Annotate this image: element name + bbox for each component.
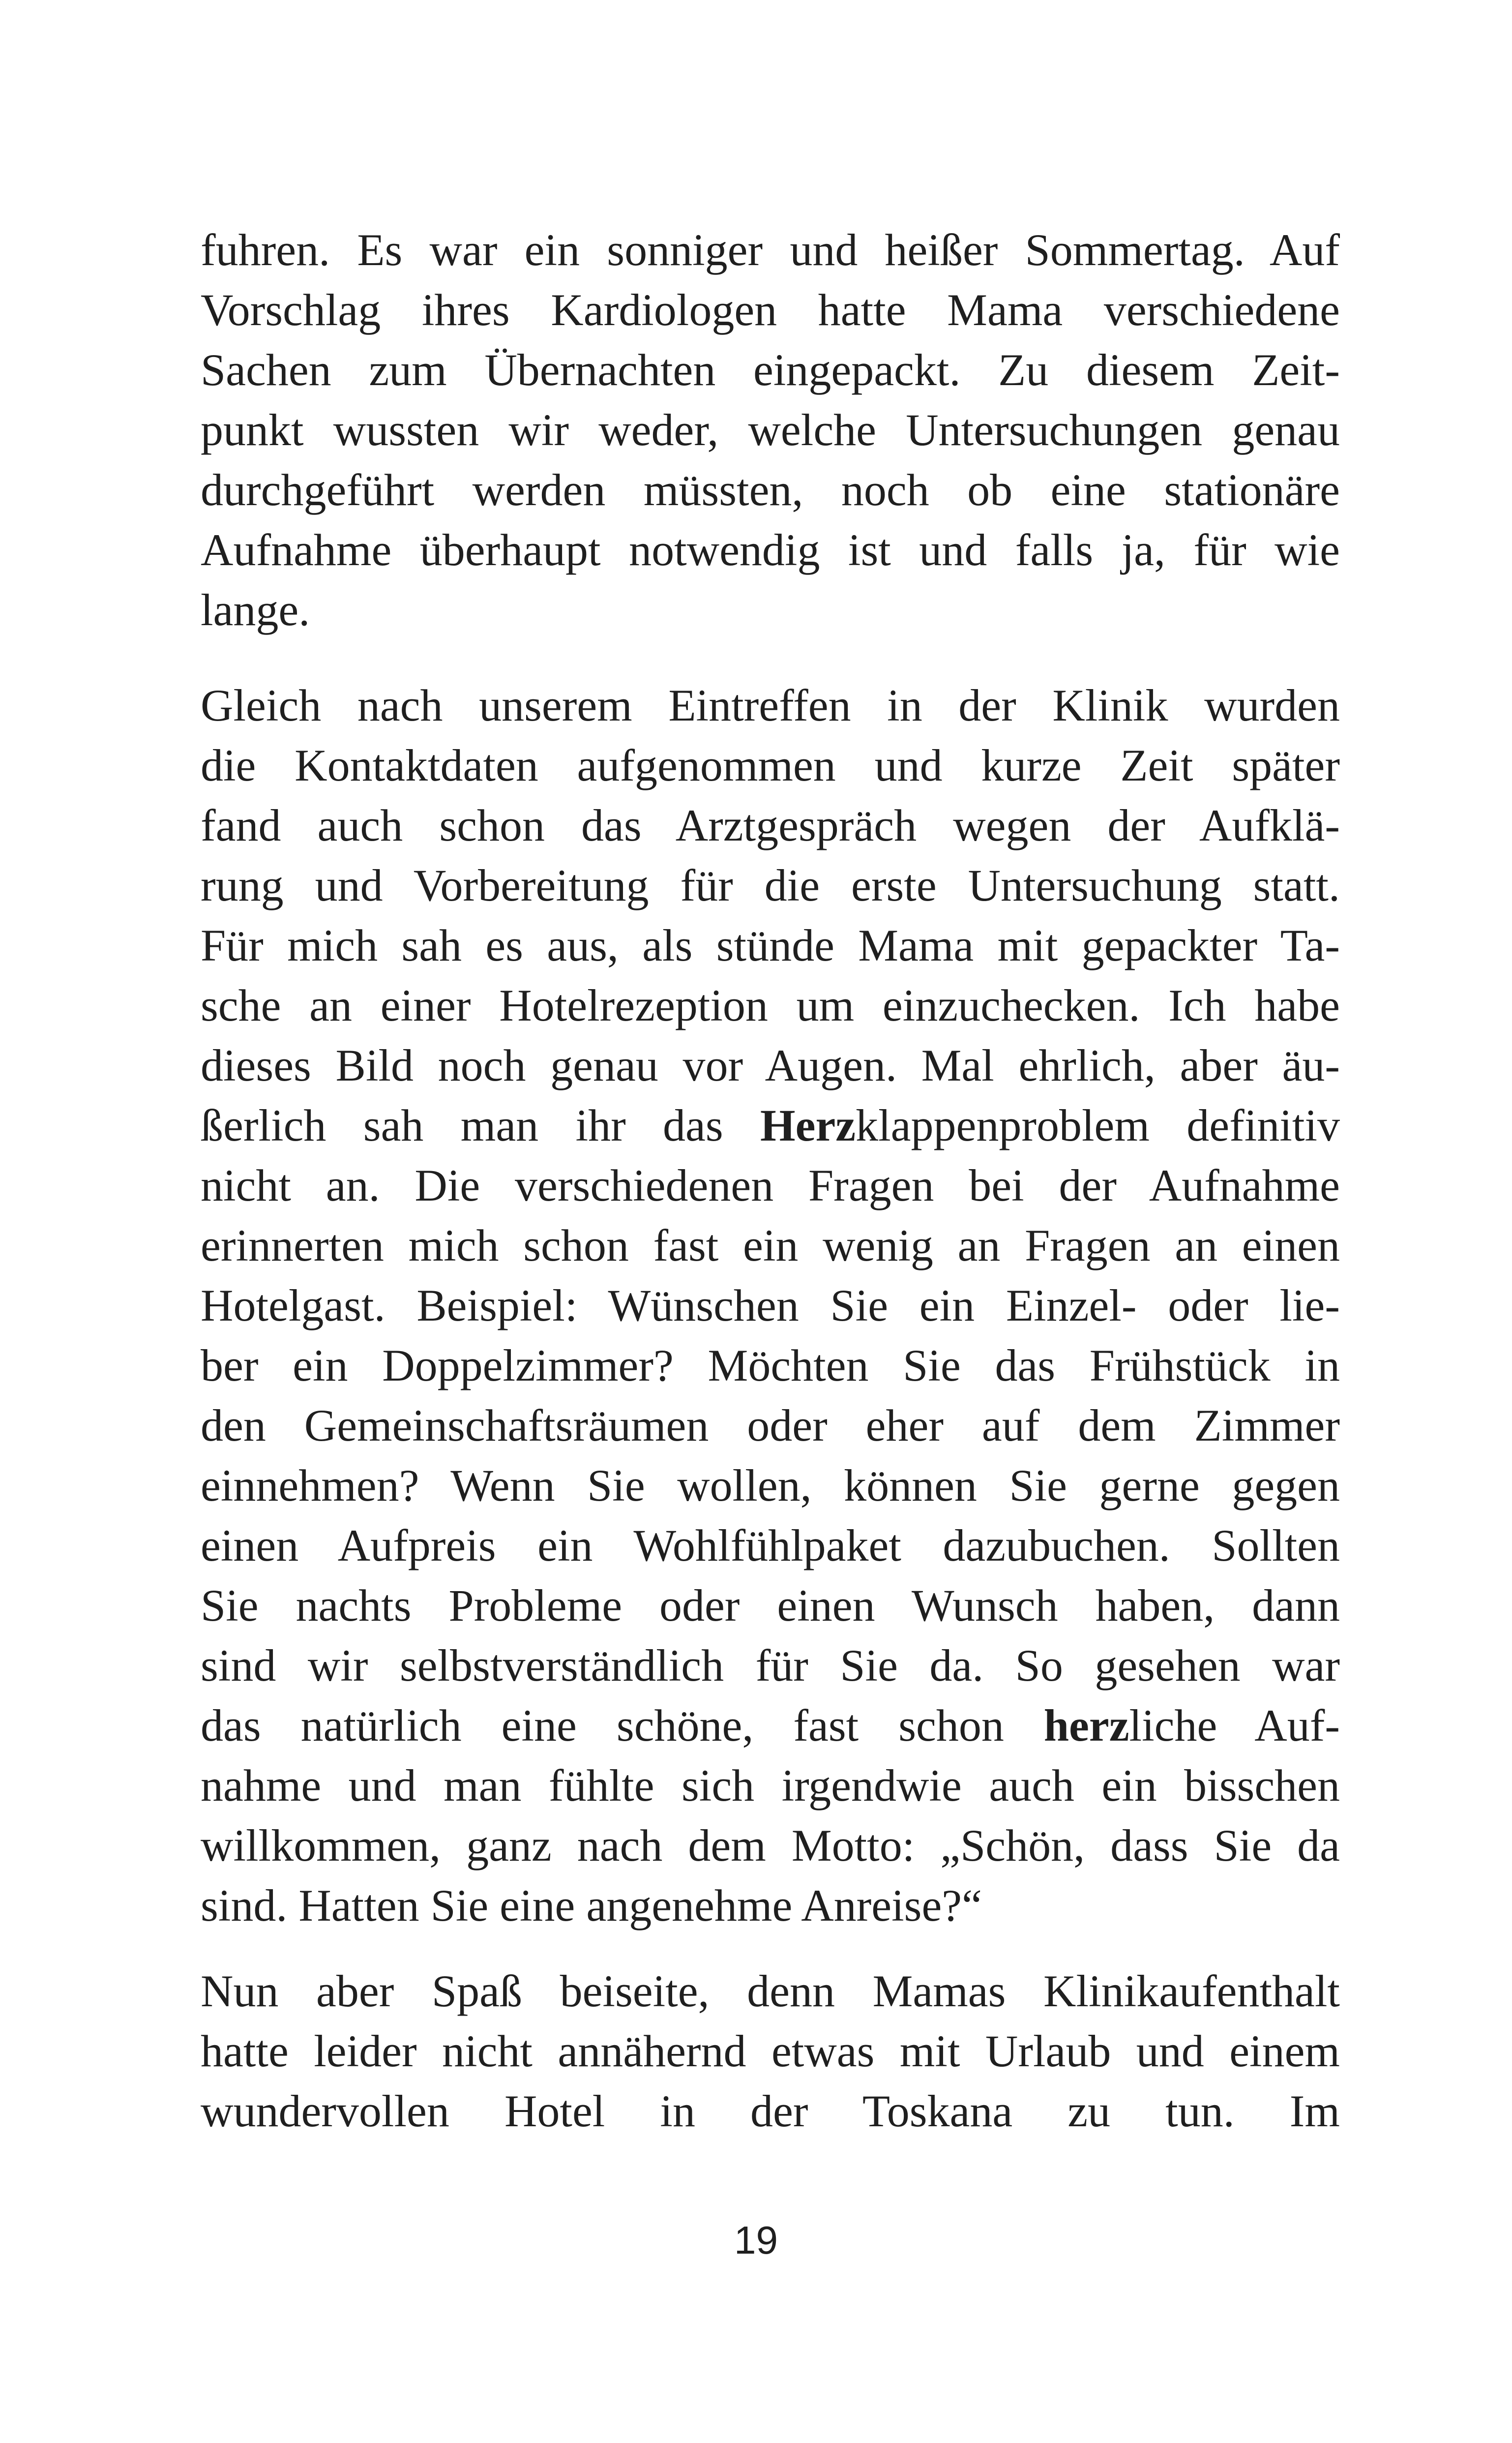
text-line-with-emphasis [201, 1095, 1340, 1155]
text-line: einnehmen? Wenn Sie wollen, können Sie gerne gegen [201, 1460, 1340, 1510]
text-line: Nun aber Spaß beiseite, denn Mamas Klinikaufenthalt [201, 1966, 1340, 2016]
text-line: rung und Vorbereitung für die erste Untersuchung statt. [201, 860, 1340, 910]
text-line: sind wir selbstverständlich für Sie da. So gesehen war [201, 1640, 1340, 1690]
text-line: Vorschlag ihres Kardiologen hatte Mama verschiedene [201, 285, 1340, 335]
text-line: den Gemeinschaftsräumen oder eher auf dem Zimmer [201, 1400, 1340, 1450]
text-line: Für mich sah es aus, als stünde Mama mit gepackter Ta- [201, 920, 1340, 970]
text-run: ßerlich sah man ihr das [201, 1100, 761, 1150]
text-line: erinnerten mich schon fast ein wenig an Fragen an einen [201, 1220, 1340, 1270]
page-number: 19 [734, 2218, 778, 2262]
text-line: Gleich nach unserem Eintreffen in der Klinik wurden [201, 680, 1340, 730]
text-line: Hotelgast. Beispiel: Wünschen Sie ein Einzel- oder lie- [201, 1280, 1340, 1330]
paragraph-1 [201, 220, 1340, 640]
text-run: klappenproblem definitiv [856, 1100, 1340, 1150]
text-line: fand auch schon das Arztgespräch wegen der Aufklä- [201, 800, 1340, 850]
text-line-with-emphasis [201, 1695, 1340, 1755]
text-run: das natürlich eine schöne, fast schon [201, 1700, 1044, 1750]
text-line: punkt wussten wir weder, welche Untersuchungen genau [201, 405, 1340, 455]
emphasis-herz: Herz [760, 1100, 856, 1150]
text-line: fuhren. Es war ein sonniger und heißer Sommertag. Auf [201, 225, 1340, 275]
text-line: dieses Bild noch genau vor Augen. Mal ehrlich, aber äu- [201, 1040, 1340, 1090]
text-line: durchgeführt werden müssten, noch ob eine stationäre [201, 465, 1340, 515]
text-run: liche Auf- [1129, 1700, 1340, 1750]
text-line: Sie nachts Probleme oder einen Wunsch haben, dann [201, 1580, 1340, 1630]
paragraph-3 [201, 1961, 1340, 2141]
text-line: nicht an. Die verschiedenen Fragen bei der Aufnahme [201, 1160, 1340, 1210]
text-line: Sachen zum Übernachten eingepackt. Zu diesem Zeit- [201, 345, 1340, 395]
text-line: wundervollen Hotel in der Toskana zu tun. Im [201, 2086, 1340, 2136]
text-line: die Kontaktdaten aufgenommen und kurze Zeit später [201, 740, 1340, 790]
text-line: sind. Hatten Sie eine angenehme Anreise?“ [201, 1880, 982, 1930]
text-line: sche an einer Hotelrezeption um einzuchecken. Ich habe [201, 980, 1340, 1030]
text-line: lange. [201, 585, 310, 635]
emphasis-herz: herz [1043, 1700, 1129, 1750]
text-line: nahme und man fühlte sich irgendwie auch ein bisschen [201, 1760, 1340, 1810]
text-line: einen Aufpreis ein Wohlfühlpaket dazubuchen. Sollten [201, 1520, 1340, 1570]
text-line: ber ein Doppelzimmer? Möchten Sie das Frühstück in [201, 1340, 1340, 1390]
text-line: hatte leider nicht annähernd etwas mit Urlaub und einem [201, 2026, 1340, 2076]
paragraph-2 [201, 675, 1340, 1935]
text-line: willkommen, ganz nach dem Motto: „Schön, dass Sie da [201, 1820, 1340, 1870]
text-line: Aufnahme überhaupt notwendig ist und falls ja, für wie [201, 525, 1340, 575]
